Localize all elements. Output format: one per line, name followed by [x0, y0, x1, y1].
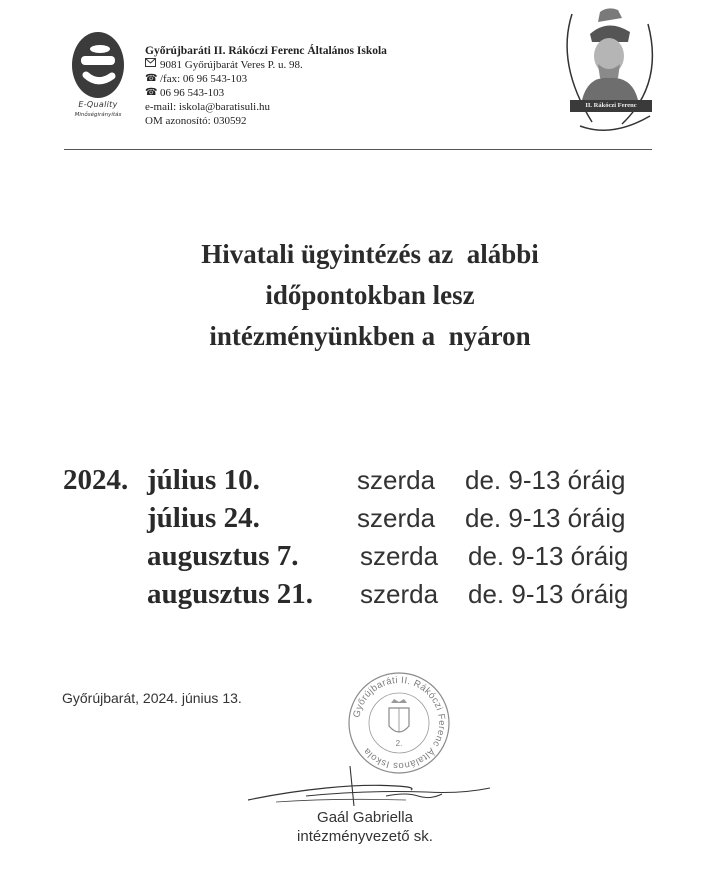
signer-title: intézményvezető sk.: [297, 828, 433, 845]
school-emblem: [552, 4, 664, 136]
telephone-icon: ☎: [145, 87, 158, 98]
signer-block: [250, 808, 480, 846]
signature: [246, 762, 496, 812]
schedule-row: [0, 576, 713, 612]
header-divider: [64, 149, 652, 150]
heading-line: intézményünkben a nyáron: [209, 321, 531, 351]
phone-text: 06 96 543-103: [160, 87, 225, 99]
signer-name: Gaál Gabriella: [317, 809, 413, 826]
address-text: 9081 Győrújbarát Veres P. u. 98.: [160, 59, 303, 71]
om-id-line: OM azonosító: 030592: [145, 115, 247, 127]
school-logo: [70, 30, 126, 126]
envelope-icon: [145, 58, 158, 72]
schedule-hours: de. 9-13 óráig: [465, 465, 626, 495]
schedule-hours: de. 9-13 óráig: [465, 503, 626, 533]
notice-heading: [80, 234, 660, 357]
schedule-weekday: szerda: [360, 579, 439, 609]
phone-fax-text: /fax: 06 96 543-103: [160, 73, 248, 85]
schedule-hours: de. 9-13 óráig: [468, 541, 629, 571]
schedule-date: július 10.: [147, 464, 260, 496]
schedule-weekday: szerda: [357, 465, 436, 495]
schedule-weekday: szerda: [357, 503, 436, 533]
schedule-date: július 24.: [147, 502, 260, 534]
schedule-year: 2024.: [63, 464, 129, 496]
schedule-row: [0, 538, 713, 574]
schedule-date: augusztus 7.: [147, 540, 299, 572]
e-quality-logo-icon: [70, 30, 126, 100]
schedule-row: [0, 462, 713, 498]
email-line: e-mail: iskola@baratisuli.hu: [145, 101, 270, 113]
rakoczi-portrait-emblem-icon: [552, 4, 664, 136]
heading-line: időpontokban lesz: [265, 280, 475, 310]
schedule-date: augusztus 21.: [147, 578, 313, 610]
address-line: [145, 58, 387, 72]
logo-caption: E-Quality: [78, 100, 118, 109]
schedule-row: [0, 500, 713, 536]
phone-fax-line: [145, 72, 387, 86]
signature-icon: [246, 762, 496, 812]
phone-line: [145, 86, 387, 100]
school-name: Győrújbaráti II. Rákóczi Ferenc Általános Iskola: [145, 45, 387, 57]
heading-line: Hivatali ügyintézés az alábbi: [201, 239, 539, 269]
school-contact-block: [145, 44, 387, 128]
svg-text:2.: 2.: [395, 739, 403, 748]
emblem-label: II. Rákóczi Ferenc: [570, 100, 652, 112]
schedule-hours: de. 9-13 óráig: [468, 579, 629, 609]
svg-text:Győrújbaráti II. Rákóczi Feren: Győrújbaráti II. Rákóczi Ferenc Általános Iskola: [351, 674, 448, 772]
logo-subcaption: Minőségirányítás: [74, 112, 122, 118]
telephone-icon: ☎: [145, 73, 158, 84]
schedule-weekday: szerda: [360, 541, 439, 571]
place-and-date: Győrújbarát, 2024. június 13.: [62, 690, 242, 706]
